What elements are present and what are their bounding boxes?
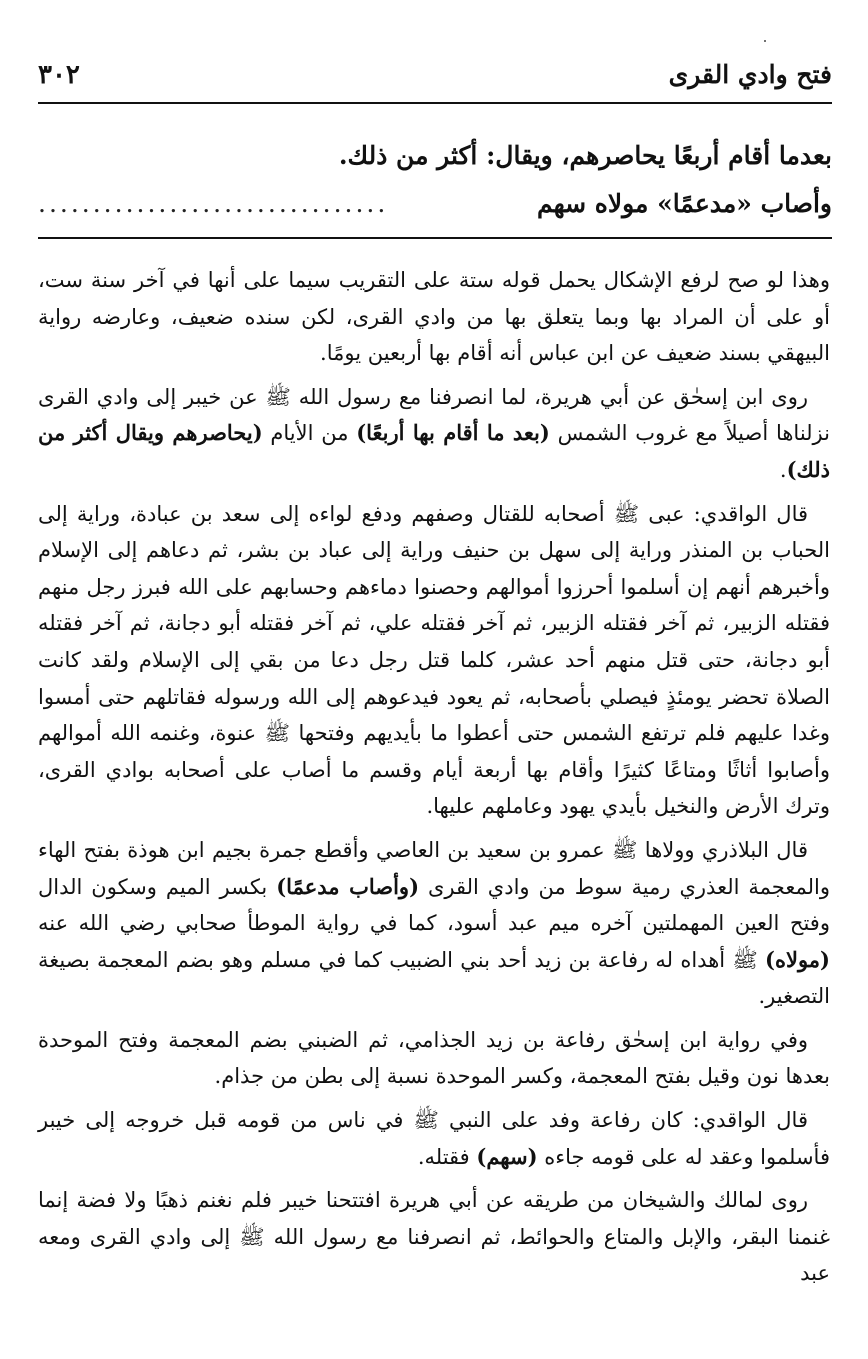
paragraph-6-text-a: قال الواقدي: كان رفاعة وفد على النبي ﷺ في ناس من قومه قبل خروجه إلى خيبر فأسلموا وعقد له على قومه جاءه [38, 1108, 830, 1169]
paragraph-2-text-a: روى ابن إسحٰق عن أبي هريرة، لما انصرفنا مع رسول الله ﷺ عن خيبر إلى وادي القرى نزلناها أصيلاً مع غروب الشمس [38, 384, 830, 446]
paragraph-1: وهذا لو صح لرفع الإشكال يحمل قوله ستة على التقريب سيما على أنها في آخر سنة ست، أو على أن المراد بها وبما يتعلق بها من وادي القرى، لكن سنده ضعيف، وعارضه رواية البيهقي بسند ضعيف عن ابن عباس أنه أقام بها أربعين يومًا. [38, 268, 830, 366]
verse-line-1: بعدما أقام أربعًا يحاصرهم، ويقال: أكثر من ذلك. [338, 141, 832, 170]
page-number: ٣٠٢ [38, 60, 80, 90]
paragraph-4-quote-a: (وأصاب مدعمًا) [276, 873, 420, 899]
paragraph-4-text-a: قال البلاذري وولاها ﷺ عمرو بن سعيد بن العاصي وأقطع جمرة بجيم ابن هوذة بفتح الهاء والمعجمة العذري رمية سوط من وادي القرى [38, 837, 830, 899]
verse-line-2-text: وأصاب «مدعمًا» مولاه سهم [536, 189, 832, 218]
paragraph-2-quote-a: (بعد ما أقام بها أربعًا) [356, 420, 550, 446]
speck-mark [764, 40, 766, 42]
paragraph-2-text-b: من الأيام [262, 421, 357, 446]
paragraph-4-text-c: ﷺ أهداه له رفاعة بن زيد أحد بني الضبيب كما في مسلم وهو بضم المعجمة بصيغة التصغير. [38, 947, 830, 1009]
paragraph-4-text-b: بكسر الميم وسكون الدال وفتح العين المهملتين آخره ميم عبد أسود، كما في رواية الموطأ صحابي رضي الله عنه [38, 874, 830, 936]
paragraph-6-text-b: فقتله. [417, 1144, 477, 1169]
paragraph-6-quote-a: (سهم) [476, 1143, 538, 1169]
paragraph-4-quote-b: (مولاه) [765, 946, 830, 972]
paragraph-2-quote-b: (يحاصرهم ويقال أكثر من ذلك) [38, 420, 830, 482]
paragraph-7: روى لمالك والشيخان من طريقه عن أبي هريرة افتتحنا خيبر فلم نغنم ذهبًا ولا فضة إنما غنمنا البقر، والإبل والمتاع والحوائط، ثم انصرفنا مع رسول الله ﷺ إلى وادي القرى ومعه عبد [38, 1188, 830, 1286]
paragraph-6 [38, 1102, 830, 1175]
page-header [38, 58, 832, 100]
paragraph-3: قال الواقدي: عبى ﷺ أصحابه للقتال وصفهم ودفع لواءه إلى سعد بن عبادة، وراية إلى الحباب بن المنذر وراية إلى سهل بن حنيف وراية إلى عباد بن بشر، ثم دعاهم إلى الإسلام وأخبرهم أنهم إن أسلموا أحرزوا أموالهم وحصنوا دماءهم وحسابهم على الله فبرز رجل منهم فقتله الزبير، ثم آخر فقتله الزبير، ثم آخر فقتله علي، ثم آخر فقتله أبو دجانة، ثم آخر فقتله أبو دجانة، حتى قتل منهم أحد عشر، كلما قتل رجل دعا من بقي إلى الإسلام ولقد كانت الصلاة تحضر يومئذٍ فيصلي بأصحابه، ثم يعود فيدعوهم إلى الله ورسوله فقاتلهم حتى أمسوا وغدا عليهم فلم ترتفع الشمس حتى أعطوا ما بأيديهم وفتحها ﷺ عنوة، وغنمه الله أموالهم وأصابوا أثاثًا ومتاعًا كثيرًا وأقام بها أربعة أيام وقسم ما أصاب على أصحابه بوادي القرى، وترك الأرض والنخيل بأيدي يهود وعاملهم عليها. [38, 501, 830, 819]
paragraph-2 [38, 379, 830, 489]
verse-line-2-dots: ................................ [38, 189, 389, 218]
verse-rule [38, 237, 832, 239]
paragraph-5: وفي رواية ابن إسحٰق رفاعة بن زيد الجذامي، ثم الضبني بضم المعجمة وفتح الموحدة بعدها نون وقيل بفتح المعجمة، وكسر الموحدة نسبة إلى بطن من جذام. [38, 1027, 830, 1089]
verse-block [38, 132, 832, 228]
commentary-body [38, 262, 830, 1299]
running-title: فتح وادي القرى [668, 60, 832, 89]
paragraph-2-text-c: . [779, 457, 787, 482]
header-rule [38, 102, 832, 104]
paragraph-4 [38, 832, 830, 1015]
verse-line-2 [38, 180, 832, 228]
